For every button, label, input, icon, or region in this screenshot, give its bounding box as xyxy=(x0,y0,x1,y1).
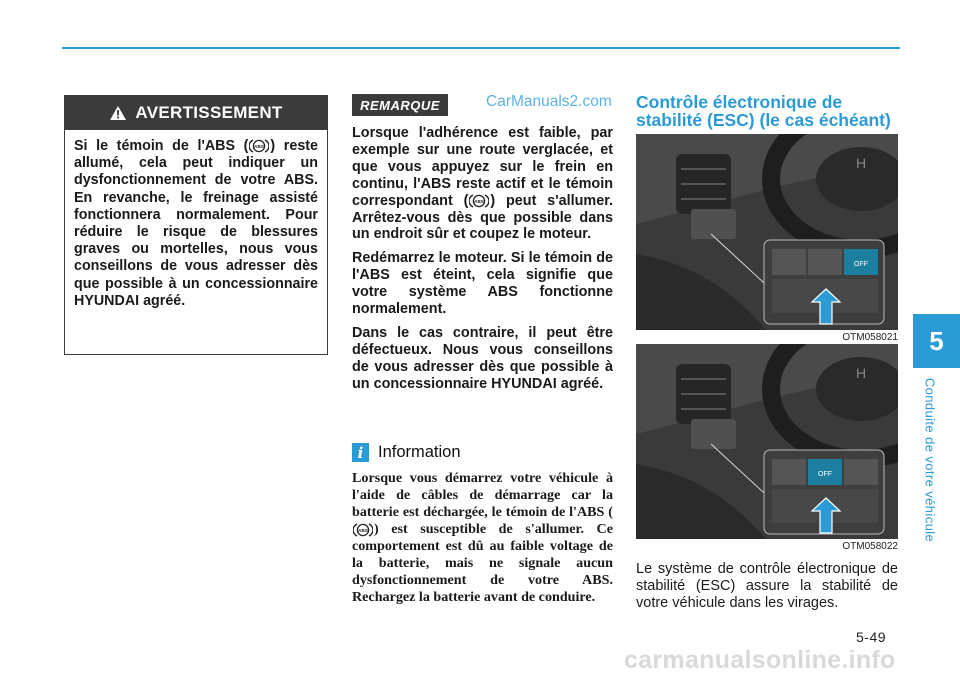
remarque-label: REMARQUE xyxy=(352,94,448,116)
watermark-top: CarManuals2.com xyxy=(486,93,612,110)
esc-body-text: Le système de contrôle électronique de stabilité (ESC) assure la stabilité de votre véhicule dans les virages. xyxy=(636,561,898,611)
esc-button-photo-b xyxy=(636,344,898,539)
svg-text:ABS: ABS xyxy=(254,144,265,150)
abs-warning-icon xyxy=(469,193,489,209)
abs-warning-icon xyxy=(249,138,269,154)
remarque-paragraph-2: Redémarrez le moteur. Si le témoin de l'ABS est éteint, cela signifie que votre système ABS fonctionne normalement. xyxy=(352,250,613,318)
remarque-paragraph-1: Lorsque l'adhérence est faible, par exemple sur une route verglacée, et que vous appuyez sur le frein en continu, l'ABS reste actif et le témoin correspondant ( ABS ) peut s'allumer. Arrêtez-vous dès que possible dans un endroit sûr et coupez le moteur. xyxy=(352,125,614,243)
svg-text:OFF: OFF xyxy=(854,261,868,268)
warning-title: AVERTISSEMENT xyxy=(135,103,283,122)
top-rule xyxy=(62,47,900,49)
esc-section-title: Contrôle électronique de stabilité (ESC) (le cas échéant) xyxy=(636,92,891,130)
svg-text:ABS: ABS xyxy=(358,527,368,533)
remarque-body xyxy=(352,125,613,400)
esc-button-photo-a xyxy=(636,134,898,330)
page-number: 5-49 xyxy=(856,629,887,645)
esc-photo-type-a xyxy=(636,134,898,330)
information-heading xyxy=(352,443,461,462)
information-title: Information xyxy=(378,443,461,461)
info-icon: i xyxy=(352,443,369,462)
abs-warning-icon xyxy=(353,522,373,538)
svg-text:ABS: ABS xyxy=(474,198,485,204)
svg-text:OFF: OFF xyxy=(818,471,832,478)
warning-triangle-icon xyxy=(109,105,127,121)
warning-text-part1: Si le témoin de l'ABS ( xyxy=(74,138,249,154)
warning-box xyxy=(64,95,328,355)
caption-type-b: OTM058022 xyxy=(842,541,898,552)
information-body: Lorsque vous démarrez votre véhicule à l'aide de câbles de démarrage car la batterie est déchargée, le témoin de l'ABS ( ABS ) est susceptible de s'allumer. Ce comportement est dû au faible voltage de la batterie, mais ne signale aucun dysfonctionnement de votre ABS. Rechargez la batterie avant de conduire. xyxy=(352,470,613,605)
chapter-number-tab: 5 xyxy=(913,314,960,368)
esc-photo-type-b xyxy=(636,344,898,539)
svg-text:H: H xyxy=(855,155,867,171)
footer-watermark: carmanualsonline.info xyxy=(624,646,896,674)
warning-header xyxy=(65,96,327,130)
svg-text:H: H xyxy=(855,365,867,381)
warning-text xyxy=(65,130,327,310)
caption-type-a: OTM058021 xyxy=(842,332,898,343)
warning-text-part2: ) reste allumé, cela peut indiquer un dysfonctionnement de votre ABS. En revanche, le freinage assisté fonctionnera normalement. Pour réduire le risque de blessures graves ou mortelles, nous vous conseillons de vous adresser dès que possible à un concessionnaire HYUNDAI agréé. xyxy=(74,138,318,309)
remarque-paragraph-3: Dans le cas contraire, il peut être défectueux. Nous vous conseillons de vous adresser dès que possible à un concessionnaire HYUNDAI agréé. xyxy=(352,324,613,392)
chapter-title-vertical: Conduite de votre véhicule xyxy=(922,377,938,543)
